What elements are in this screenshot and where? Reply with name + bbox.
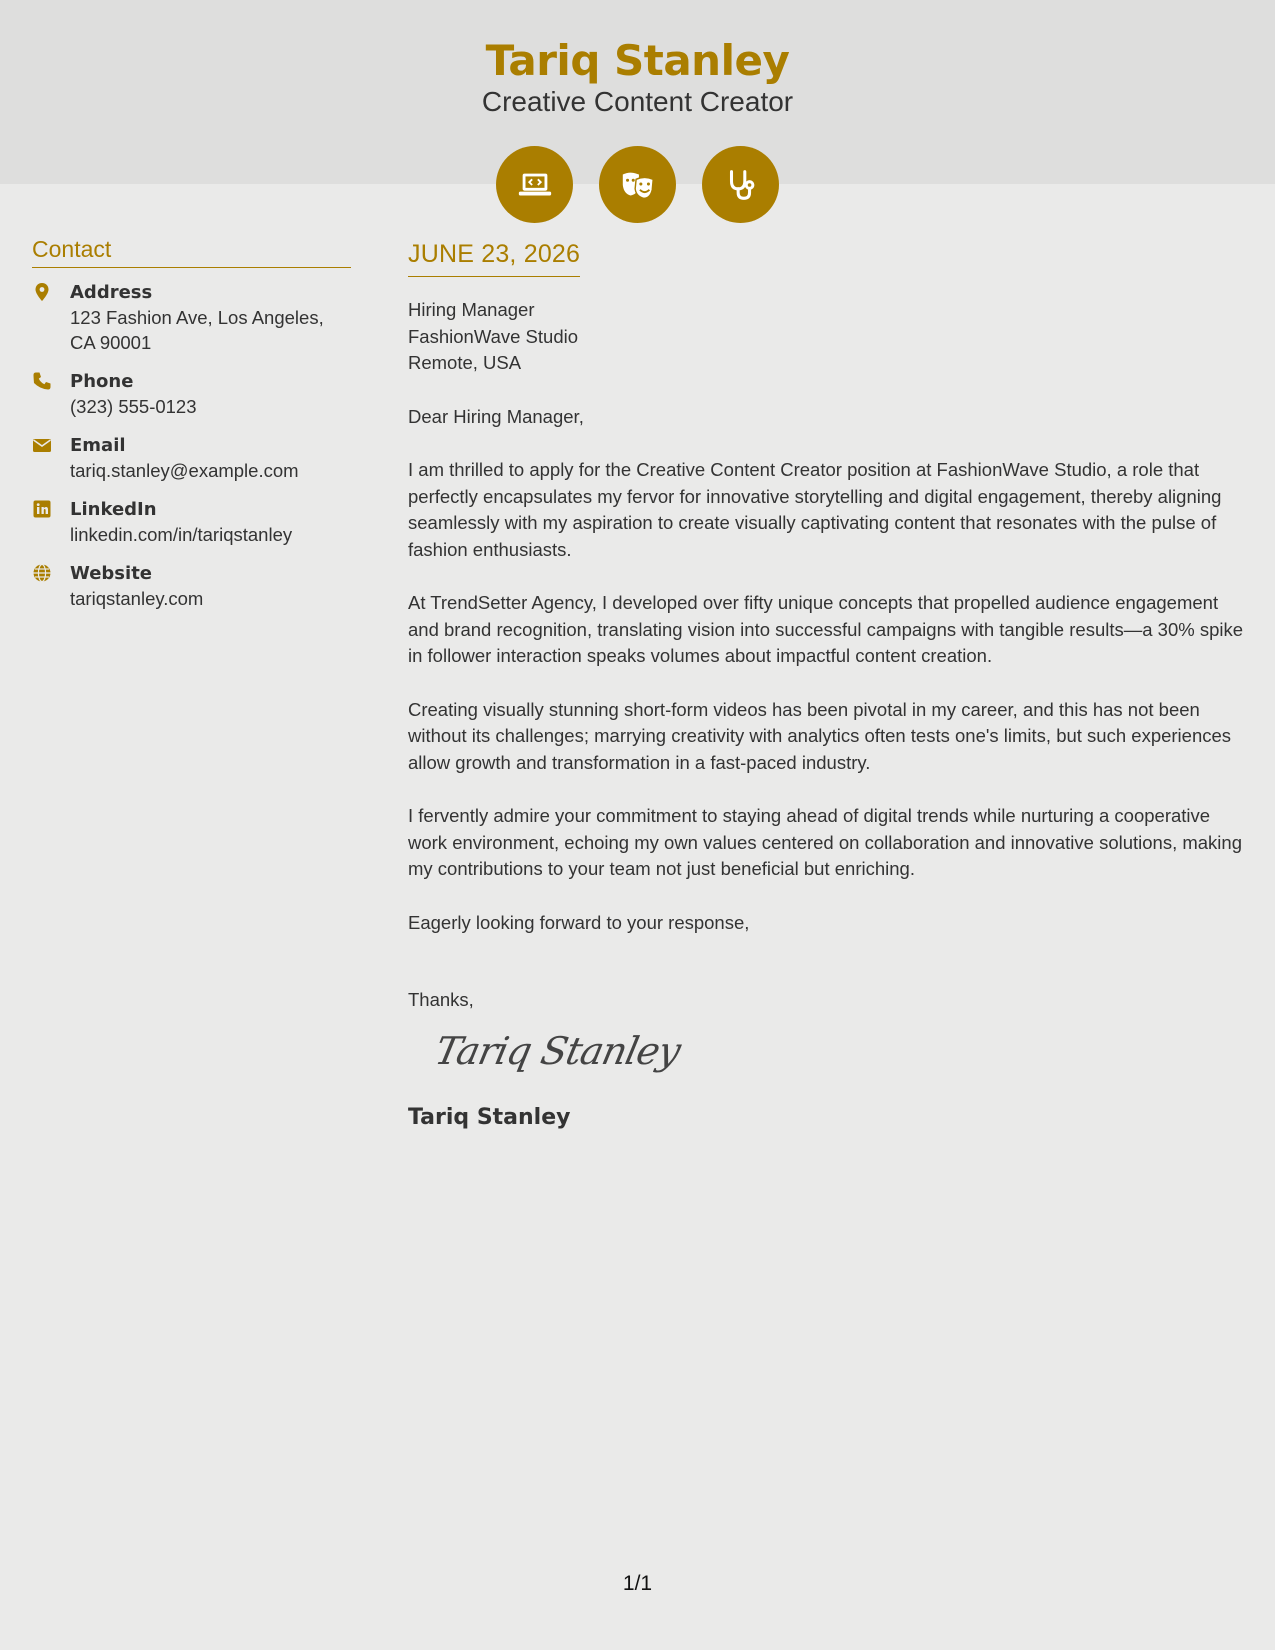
- globe-icon: [32, 561, 70, 611]
- linkedin-icon: [32, 497, 70, 547]
- applicant-name: Tariq Stanley: [485, 36, 790, 85]
- address-label: Address: [70, 282, 153, 303]
- phone-icon: [32, 369, 70, 419]
- linkedin-label: LinkedIn: [70, 499, 157, 520]
- contact-sidebar: [32, 236, 351, 625]
- page-number: 1/1: [622, 1572, 653, 1595]
- signature: Tariq Stanley: [431, 1029, 684, 1073]
- letter-paragraph: I fervently admire your commitment to staying ahead of digital trends while nurturing a cooperative work environment, echoing my own values centered on collaboration and innovative solutions, making my contributions to your team not just beneficial but enriching.: [408, 805, 1242, 879]
- stethoscope-icon: [702, 146, 779, 223]
- recipient-line: Hiring Manager: [408, 299, 535, 320]
- letter-paragraph: Creating visually stunning short-form videos has been pivotal in my career, and this has not been without its challenges; marrying creativity with analytics often tests one's limits, but such experiences allow growth and transformation in a fast-paced industry.: [408, 698, 1232, 773]
- website-label: Website: [70, 563, 153, 584]
- contact-email: [32, 433, 351, 483]
- map-pin-icon: [32, 280, 70, 355]
- contact-section-title: Contact: [32, 236, 351, 268]
- email-label: Email: [70, 435, 126, 456]
- theater-masks-icon: [599, 146, 676, 223]
- letter-date: JUNE 23, 2026: [408, 240, 580, 277]
- letter-paragraph: I am thrilled to apply for the Creative Content Creator position at FashionWave Studio, a role that perfectly encapsulates my fervor for innovative storytelling and digital engagement, thereby aligning seamlessly with my aspiration to create visually captivating content that resonates with the pulse of fashion enthusiasts.: [408, 459, 1222, 560]
- phone-label: Phone: [70, 371, 134, 392]
- letter-paragraph: Eagerly looking forward to your response,: [408, 911, 750, 933]
- letter-paragraph: At TrendSetter Agency, I developed over fifty unique concepts that propelled audience engagement and brand recognition, translating vision into successful campaigns with tangible results—a 30% spike in follower interaction speaks volumes about impactful content creation.: [408, 592, 1244, 666]
- recipient-line: FashionWave Studio: [408, 325, 579, 347]
- contact-phone: [32, 369, 351, 419]
- envelope-icon: [32, 433, 70, 483]
- contact-linkedin: [32, 497, 351, 547]
- applicant-title: Creative Content Creator: [481, 86, 794, 117]
- recipient-line: Remote, USA: [408, 352, 522, 373]
- recipient-block: [408, 297, 1243, 377]
- letter-body: [408, 240, 1243, 1130]
- phone-value: (323) 555-0123: [70, 396, 197, 417]
- closing: Thanks,: [408, 989, 474, 1010]
- address-value: 123 Fashion Ave, Los Angeles, CA 90001: [70, 307, 324, 353]
- email-value: tariq.stanley@example.com: [70, 460, 299, 481]
- contact-address: [32, 280, 351, 355]
- linkedin-value: linkedin.com/in/tariqstanley: [70, 524, 293, 545]
- greeting: Dear Hiring Manager,: [408, 405, 584, 427]
- laptop-code-icon: [496, 146, 573, 223]
- contact-website: [32, 561, 351, 611]
- header-icon-row: [496, 146, 779, 223]
- website-value: tariqstanley.com: [70, 588, 204, 609]
- signed-name: Tariq Stanley: [408, 1105, 571, 1130]
